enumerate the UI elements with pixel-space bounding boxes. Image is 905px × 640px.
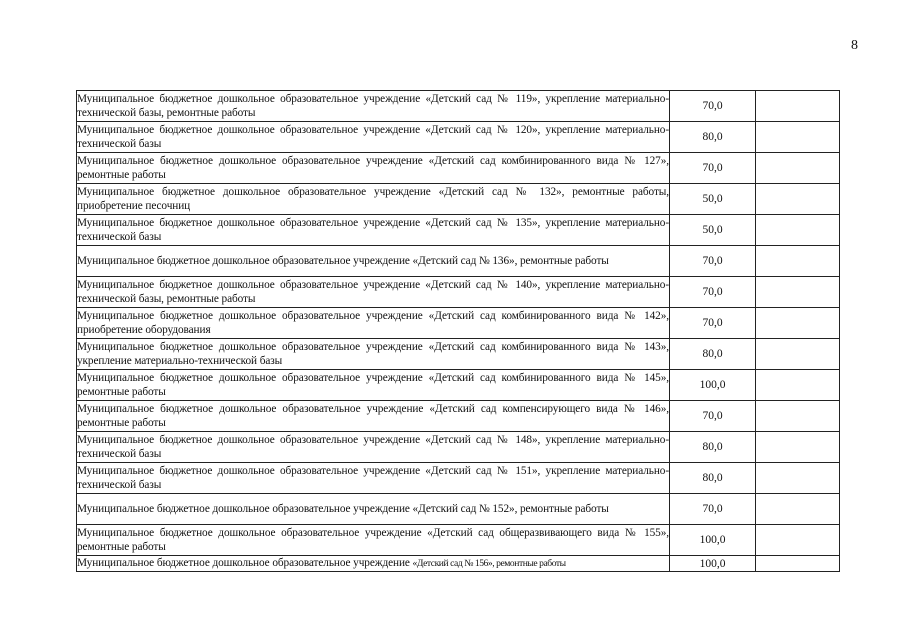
row-description-main: Муниципальное бюджетное дошкольное образовательное учреждение bbox=[77, 557, 413, 569]
row-amount: 70,0 bbox=[670, 494, 756, 525]
row-description: Муниципальное бюджетное дошкольное образовательное учреждение «Детский сад комбинированного вида № 143», укрепление материально-технической базы bbox=[77, 339, 670, 370]
row-amount: 100,0 bbox=[670, 525, 756, 556]
row-description: Муниципальное бюджетное дошкольное образовательное учреждение «Детский сад № 152», ремонтные работы bbox=[77, 494, 670, 525]
row-empty-cell bbox=[756, 432, 840, 463]
table-row bbox=[77, 432, 840, 463]
row-description: Муниципальное бюджетное дошкольное образовательное учреждение «Детский сад комбинированного вида № 127», ремонтные работы bbox=[77, 153, 670, 184]
row-empty-cell bbox=[756, 401, 840, 432]
table-row bbox=[77, 246, 840, 277]
row-amount: 70,0 bbox=[670, 308, 756, 339]
table-row bbox=[77, 308, 840, 339]
row-amount: 100,0 bbox=[670, 370, 756, 401]
table-row bbox=[77, 494, 840, 525]
row-empty-cell bbox=[756, 339, 840, 370]
row-description: Муниципальное бюджетное дошкольное образовательное учреждение «Детский сад № 148», укрепление материально-технической базы bbox=[77, 432, 670, 463]
row-empty-cell bbox=[756, 525, 840, 556]
table-row bbox=[77, 277, 840, 308]
table-row bbox=[77, 184, 840, 215]
row-amount: 80,0 bbox=[670, 463, 756, 494]
table-row bbox=[77, 153, 840, 184]
row-description: Муниципальное бюджетное дошкольное образовательное учреждение «Детский сад № 151», укрепление материально-технической базы bbox=[77, 463, 670, 494]
row-description: Муниципальное бюджетное дошкольное образовательное учреждение «Детский сад № 136», ремонтные работы bbox=[77, 246, 670, 277]
row-description: Муниципальное бюджетное дошкольное образовательное учреждение «Детский сад компенсирующего вида № 146», ремонтные работы bbox=[77, 401, 670, 432]
row-empty-cell bbox=[756, 246, 840, 277]
table-row bbox=[77, 370, 840, 401]
row-amount: 70,0 bbox=[670, 153, 756, 184]
row-amount: 100,0 bbox=[670, 556, 756, 572]
row-empty-cell bbox=[756, 277, 840, 308]
table-row bbox=[77, 339, 840, 370]
row-description: Муниципальное бюджетное дошкольное образовательное учреждение «Детский сад № 132», ремонтные работы, приобретение песочниц bbox=[77, 184, 670, 215]
row-amount: 80,0 bbox=[670, 432, 756, 463]
table-row bbox=[77, 556, 840, 572]
row-amount: 80,0 bbox=[670, 339, 756, 370]
row-description: Муниципальное бюджетное дошкольное образовательное учреждение «Детский сад № 140», укрепление материально-технической базы, ремонтные работы bbox=[77, 277, 670, 308]
budget-table-body bbox=[77, 91, 840, 572]
row-empty-cell bbox=[756, 122, 840, 153]
budget-table bbox=[76, 90, 840, 572]
row-empty-cell bbox=[756, 215, 840, 246]
row-empty-cell bbox=[756, 153, 840, 184]
row-empty-cell bbox=[756, 463, 840, 494]
row-empty-cell bbox=[756, 370, 840, 401]
table-row bbox=[77, 525, 840, 556]
row-description: Муниципальное бюджетное дошкольное образовательное учреждение «Детский сад № 120», укрепление материально-технической базы bbox=[77, 122, 670, 153]
row-amount: 70,0 bbox=[670, 91, 756, 122]
row-description: Муниципальное бюджетное дошкольное образовательное учреждение «Детский сад комбинированного вида № 142», приобретение оборудования bbox=[77, 308, 670, 339]
row-description: Муниципальное бюджетное дошкольное образовательное учреждение «Детский сад общеразвивающего вида № 155», ремонтные работы bbox=[77, 525, 670, 556]
row-empty-cell bbox=[756, 91, 840, 122]
row-amount: 70,0 bbox=[670, 246, 756, 277]
row-empty-cell bbox=[756, 556, 840, 572]
row-description: Муниципальное бюджетное дошкольное образовательное учреждение «Детский сад № 119», укрепление материально-технической базы, ремонтные работы bbox=[77, 91, 670, 122]
row-amount: 80,0 bbox=[670, 122, 756, 153]
table-row bbox=[77, 401, 840, 432]
table-row bbox=[77, 463, 840, 494]
table-row bbox=[77, 91, 840, 122]
row-description bbox=[77, 556, 670, 572]
row-amount: 70,0 bbox=[670, 401, 756, 432]
table-row bbox=[77, 122, 840, 153]
row-empty-cell bbox=[756, 494, 840, 525]
row-description: Муниципальное бюджетное дошкольное образовательное учреждение «Детский сад комбинированного вида № 145», ремонтные работы bbox=[77, 370, 670, 401]
row-description-condensed: «Детский сад № 156», ремонтные работы bbox=[412, 558, 566, 569]
page-number: 8 bbox=[851, 38, 858, 53]
row-description: Муниципальное бюджетное дошкольное образовательное учреждение «Детский сад № 135», укрепление материально-технической базы bbox=[77, 215, 670, 246]
row-amount: 50,0 bbox=[670, 215, 756, 246]
row-amount: 50,0 bbox=[670, 184, 756, 215]
row-empty-cell bbox=[756, 308, 840, 339]
table-row bbox=[77, 215, 840, 246]
row-amount: 70,0 bbox=[670, 277, 756, 308]
row-empty-cell bbox=[756, 184, 840, 215]
